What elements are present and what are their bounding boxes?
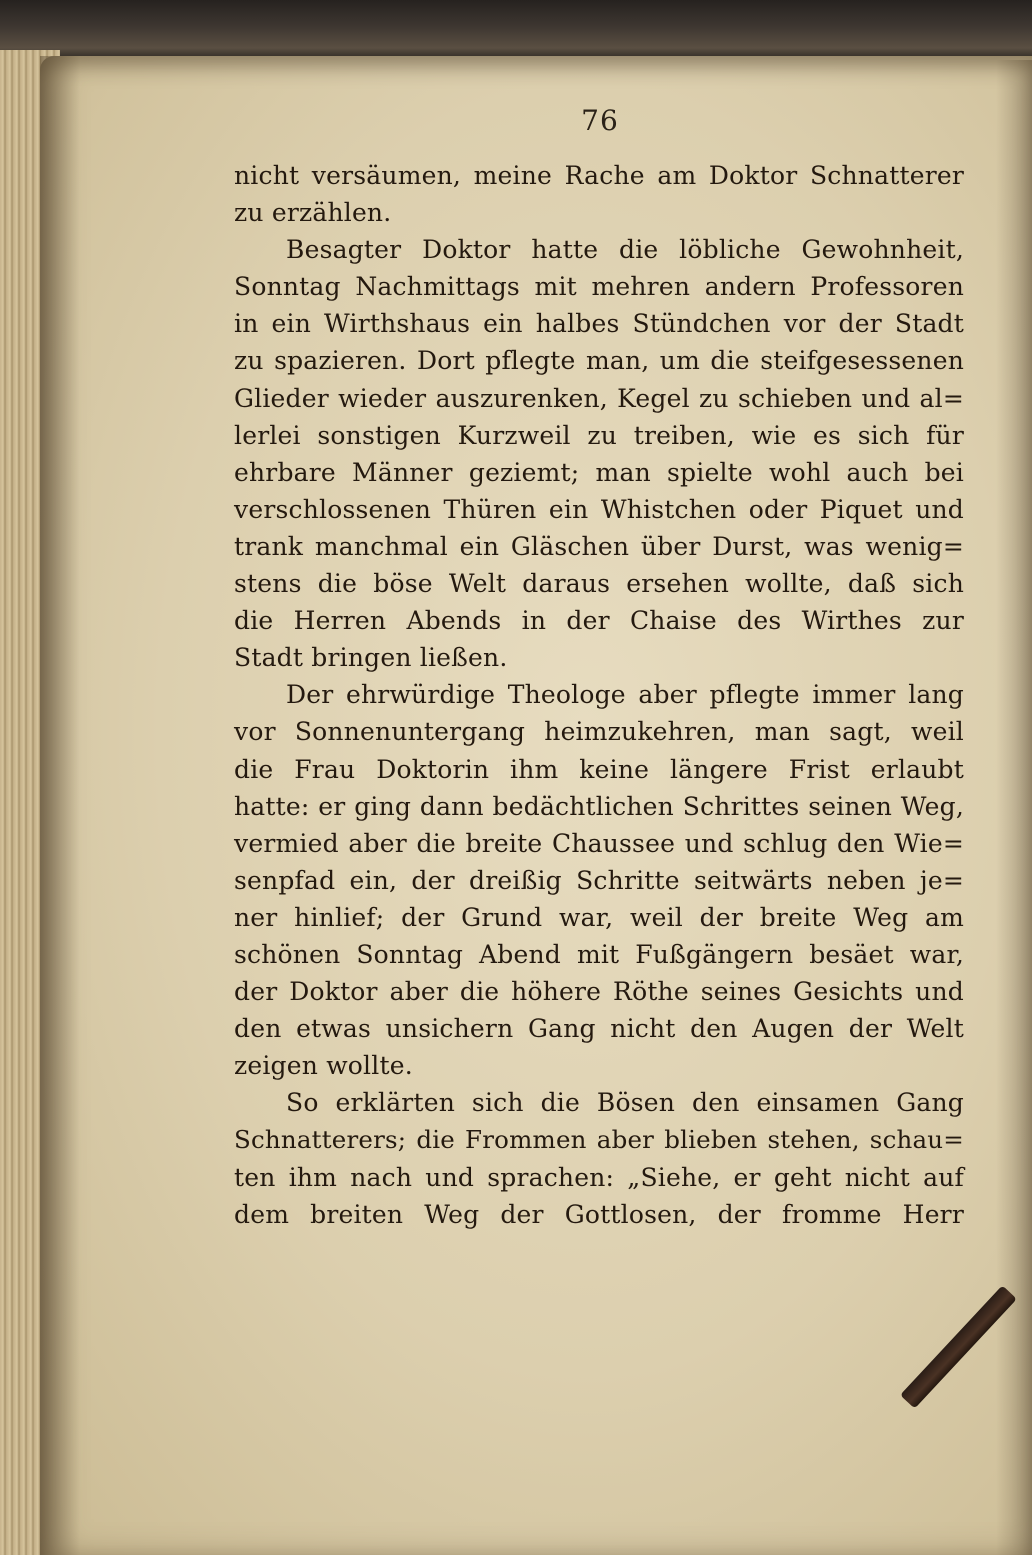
text-line: So erklärten sich die Bösen den einsamen Gang (286, 1088, 964, 1118)
text-line: vermied aber die breite Chaussee und schlug den Wie= (234, 828, 964, 858)
text-line: stens die böse Welt daraus ersehen wollte, daß sich (234, 569, 964, 599)
text-line: ehrbare Männer geziemt; man spielte wohl auch bei (234, 457, 964, 487)
text-line: ten ihm nach und sprachen: „Siehe, er geht nicht auf (234, 1162, 964, 1192)
page-number: 76 (581, 104, 619, 137)
text-line: senpfad ein, der dreißig Schritte seitwärts neben je= (234, 865, 964, 895)
text-line: ner hinlief; der Grund war, weil der breite Weg am (234, 902, 964, 932)
text-line: verschlossenen Thüren ein Whistchen oder Piquet und (234, 494, 964, 524)
text-line: Besagter Doktor hatte die löbliche Gewohnheit, (286, 235, 964, 265)
text-line: trank manchmal ein Gläschen über Durst, was wenig= (234, 531, 964, 561)
text-line: Schnatterers; die Frommen aber blieben stehen, schau= (234, 1125, 964, 1155)
page-right-edge (996, 60, 1032, 1555)
text-line: dem breiten Weg der Gottlosen, der fromme Herr (234, 1199, 964, 1229)
text-line: zeigen wollte. (234, 1051, 413, 1081)
book-top-edge (0, 0, 1032, 60)
text-line: Glieder wieder auszurenken, Kegel zu schieben und al= (234, 383, 964, 413)
text-line: der Doktor aber die höhere Röthe seines Gesichts und (234, 977, 964, 1007)
text-line: die Frau Doktorin ihm keine längere Frist erlaubt (234, 754, 964, 784)
text-line: zu erzählen. (234, 198, 392, 228)
text-line: zu spazieren. Dort pflegte man, um die steifgesessenen (234, 346, 964, 376)
text-line: vor Sonnenuntergang heimzukehren, man sagt, weil (234, 717, 964, 747)
text-line: nicht versäumen, meine Rache am Doktor Schnatterer (234, 161, 964, 190)
text-line: Der ehrwürdige Theologe aber pflegte immer lang (286, 680, 964, 710)
text-line: Stadt bringen ließen. (234, 643, 508, 673)
text-line: in ein Wirthshaus ein halbes Stündchen vor der Stadt (234, 309, 964, 339)
text-line: hatte: er ging dann bedächtlichen Schrittes seinen Weg, (234, 791, 964, 821)
text-line: den etwas unsichern Gang nicht den Augen der Welt (234, 1014, 964, 1044)
text-line: die Herren Abends in der Chaise des Wirthes zur (234, 606, 964, 636)
text-line: lerlei sonstigen Kurzweil zu treiben, wie es sich für (234, 420, 964, 450)
body-text (234, 157, 964, 1233)
spine-shadow (40, 56, 80, 1555)
text-line: schönen Sonntag Abend mit Fußgängern besäet war, (234, 939, 964, 969)
text-line: Sonntag Nachmittags mit mehren andern Professoren (234, 272, 964, 302)
